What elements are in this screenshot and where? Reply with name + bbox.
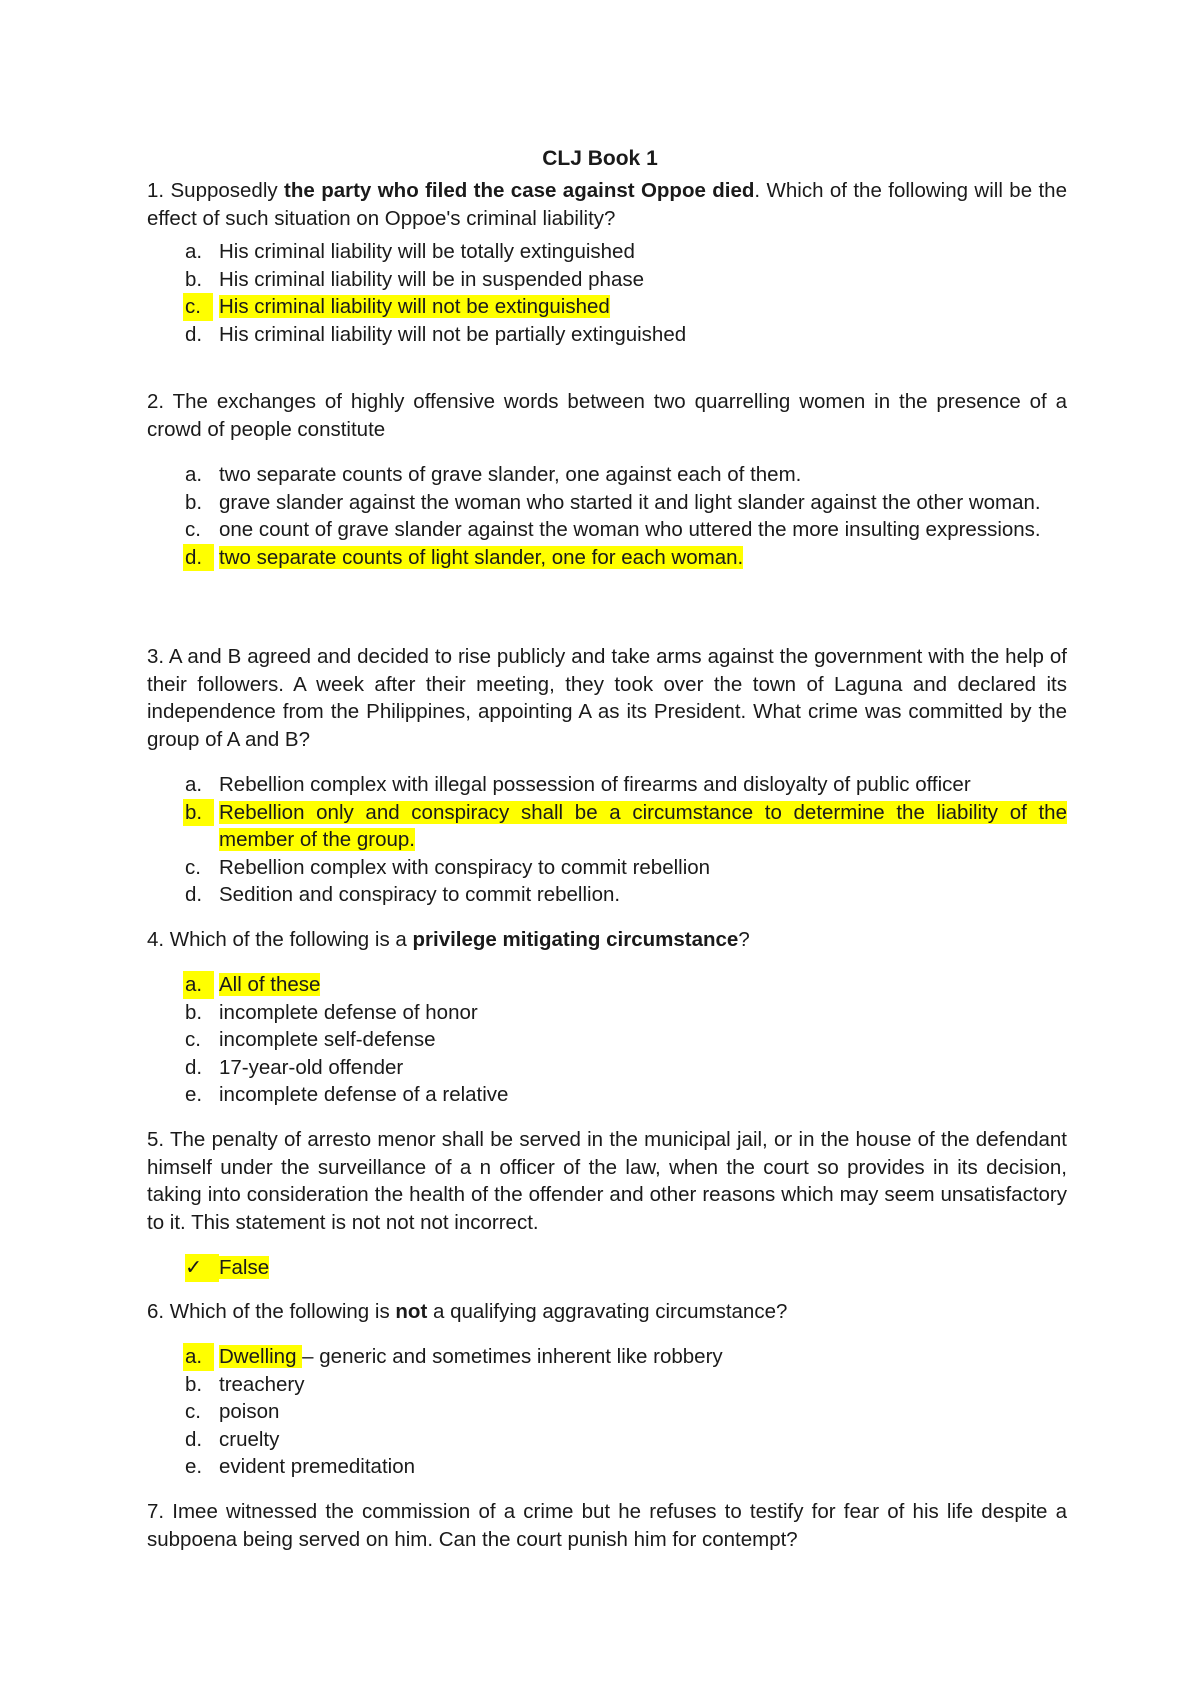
option-item: c. Rebellion complex with conspiracy to commit rebellion <box>185 855 711 879</box>
answer-highlight: Dwelling <box>219 1345 303 1368</box>
question-emphasis: privilege mitigating circumstance <box>412 928 739 951</box>
question-1-options <box>147 238 1067 348</box>
question-4-options <box>147 971 1067 1109</box>
question-2: 2. The exchanges of highly offensive words between two quarrelling women in the presence of a crowd of people constitute <box>147 390 1067 441</box>
question-number: 6. <box>147 1300 165 1323</box>
question-number: 1. <box>147 179 165 202</box>
checkmark-icon: ✓ <box>185 1254 219 1282</box>
question-emphasis: not <box>395 1300 428 1323</box>
option-item: d. 17-year-old offender <box>185 1055 404 1079</box>
option-item: c. poison <box>185 1400 280 1423</box>
question-emphasis: the party who filed the case against Oppoe died <box>284 179 755 202</box>
document-title: CLJ Book 1 <box>542 147 658 170</box>
option-item-answer: b. Rebellion only and conspiracy shall be a circumstance to determine the liability of the member of the group. <box>185 800 1067 851</box>
question-number: 7. <box>147 1500 165 1523</box>
option-item-answer: d. two separate counts of light slander, one for each woman. <box>147 544 1067 572</box>
option-item: b. incomplete defense of honor <box>185 1000 478 1024</box>
question-1: 1. Supposedly the party who filed the case against Oppoe died. Which of the following will be the effect of such situation on Oppoe's criminal liability? <box>147 179 1067 230</box>
question-number: 4. <box>147 928 165 951</box>
option-item: d. His criminal liability will not be partially extinguished <box>185 322 687 346</box>
question-4: 4. Which of the following is a privilege mitigating circumstance? <box>147 928 750 951</box>
option-item-answer: c. His criminal liability will not be extinguished <box>147 293 1067 321</box>
option-item: d. cruelty <box>185 1427 280 1451</box>
option-item: b. His criminal liability will be in suspended phase <box>185 267 645 291</box>
answer-highlight: False <box>219 1256 270 1279</box>
question-number: 5. <box>147 1128 165 1151</box>
question-3-options <box>147 771 1067 909</box>
true-false-answer <box>185 1254 269 1282</box>
answer-highlight: All of these <box>219 973 321 996</box>
answer-highlight: Rebellion only and conspiracy shall be a circumstance to determine the liability of the member of the group. <box>219 800 1067 851</box>
option-item: d. Sedition and conspiracy to commit rebellion. <box>185 883 621 906</box>
question-6-options <box>147 1343 1067 1481</box>
question-2-options <box>147 461 1067 571</box>
question-6: 6. Which of the following is not a qualifying aggravating circumstance? <box>147 1300 788 1323</box>
option-item-answer: a. All of these <box>147 971 1067 999</box>
option-item-answer: a. Dwelling – generic and sometimes inherent like robbery <box>147 1343 1067 1371</box>
question-number: 2. <box>147 390 165 413</box>
option-item: b. grave slander against the woman who started it and light slander against the other woman. <box>185 490 1041 514</box>
question-5: 5. The penalty of arresto menor shall be served in the municipal jail, or in the house of the defendant himself under the surveillance of a n officer of the law, when the court so provides in its decision, taking into consideration the health of the offender and other reasons which may seem unsatisfactory to it. This statement is not not not incorrect. <box>147 1128 1067 1234</box>
question-number: 3. <box>147 645 165 668</box>
option-item: e. incomplete defense of a relative <box>185 1083 509 1106</box>
answer-highlight: two separate counts of light slander, one for each woman. <box>219 545 744 569</box>
option-item: a. two separate counts of grave slander, one against each of them. <box>185 463 802 486</box>
option-item: a. His criminal liability will be totally extinguished <box>185 240 635 263</box>
option-item: e. evident premeditation <box>185 1455 416 1478</box>
answer-highlight: His criminal liability will not be extinguished <box>219 295 610 318</box>
option-item: c. incomplete self-defense <box>185 1028 436 1051</box>
option-item: a. Rebellion complex with illegal possession of firearms and disloyalty of public officer <box>185 773 971 796</box>
question-7: 7. Imee witnessed the commission of a crime but he refuses to testify for fear of his life despite a subpoena being served on him. Can the court punish him for contempt? <box>147 1500 1067 1551</box>
question-3: 3. A and B agreed and decided to rise publicly and take arms against the government with the help of their followers. A week after their meeting, they took over the town of Laguna and declared its independence from the Philippines, appointing A as its President. What crime was committed by the group of A and B? <box>147 645 1067 751</box>
option-item: b. treachery <box>185 1372 305 1396</box>
option-item: c. one count of grave slander against the woman who uttered the more insulting expressions. <box>185 518 1041 541</box>
